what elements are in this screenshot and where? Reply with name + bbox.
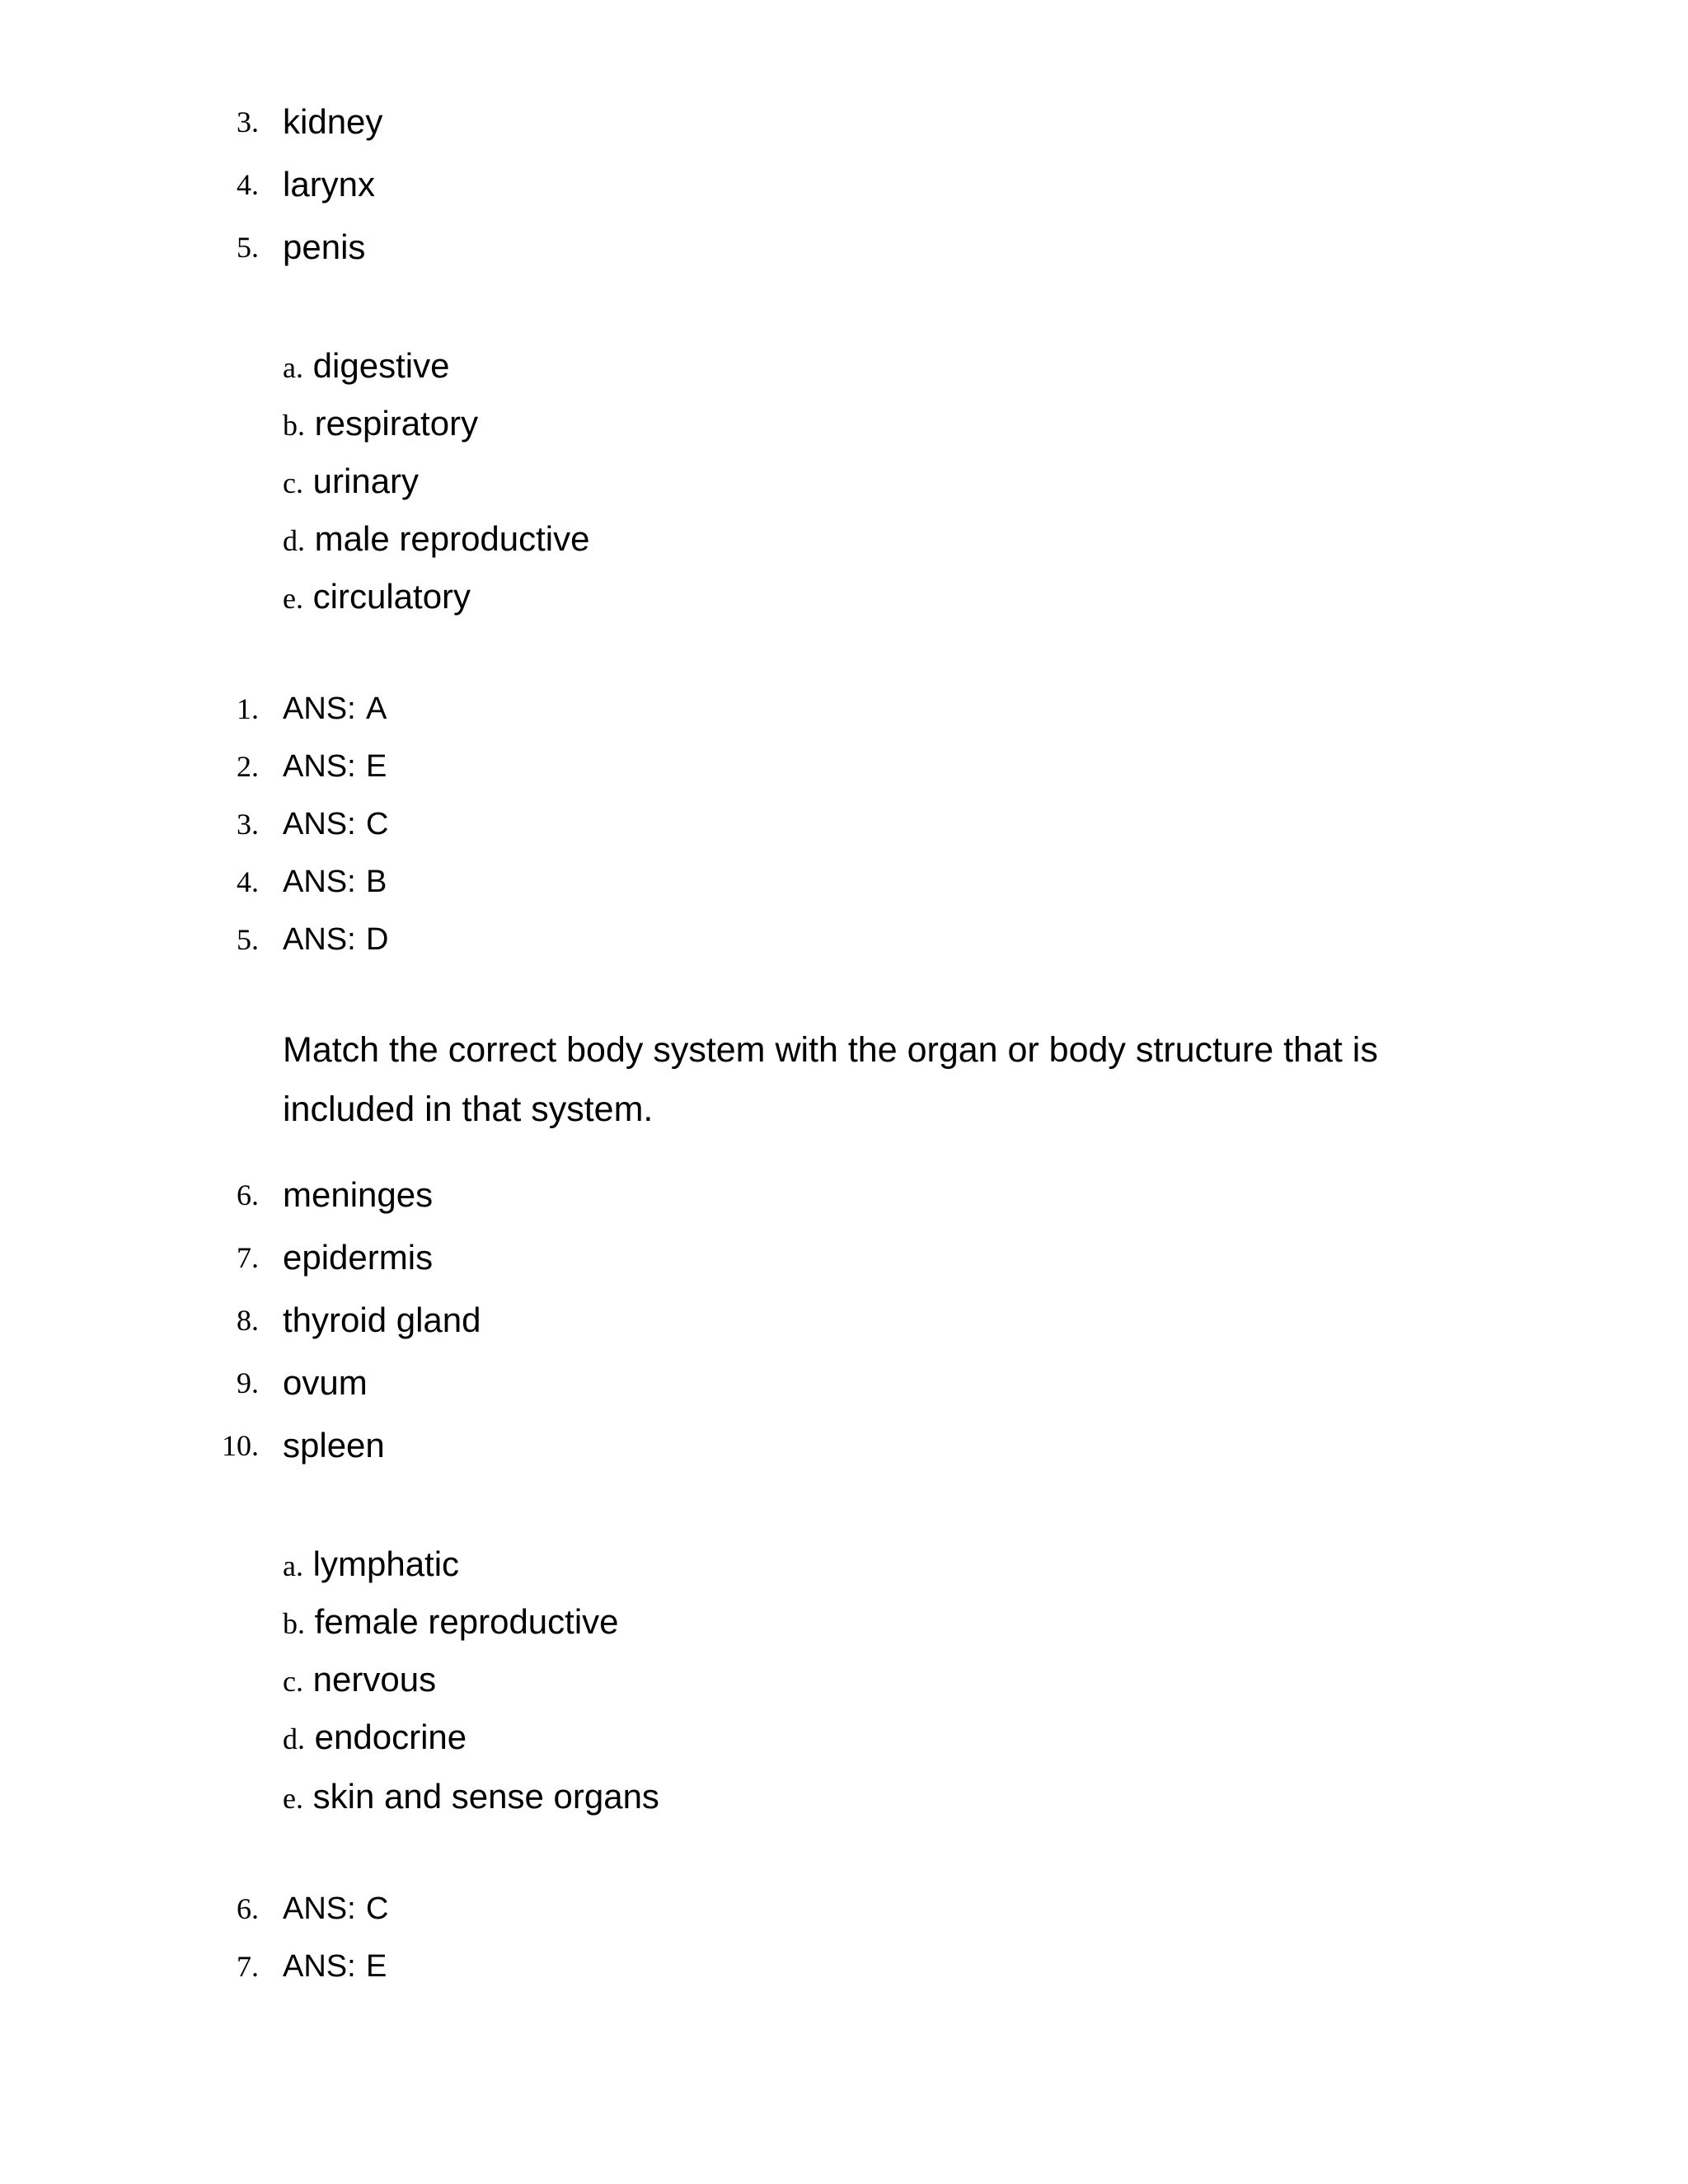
answer-value: E	[366, 1949, 387, 1984]
option-letter: b.	[283, 409, 305, 442]
question-number: 7.	[237, 1241, 259, 1274]
question-number: 8.	[237, 1304, 259, 1337]
answer-label: ANS:	[283, 1949, 356, 1984]
answer-number: 1.	[237, 692, 259, 725]
answer-label: ANS:	[283, 807, 356, 841]
answer-value: D	[366, 922, 389, 957]
question-text: penis	[283, 227, 366, 266]
option-letter: c.	[283, 466, 303, 499]
question-number: 3.	[237, 105, 259, 138]
answer-value: C	[366, 807, 389, 841]
answer-number: 3.	[237, 808, 259, 841]
answer-label: ANS:	[283, 749, 356, 784]
question-number: 9.	[237, 1366, 259, 1399]
option-letter: c.	[283, 1665, 303, 1698]
answer-value: A	[366, 691, 387, 726]
question-text: ovum	[283, 1363, 368, 1402]
option-text: urinary	[312, 462, 420, 500]
question-number: 4.	[237, 168, 259, 201]
option-text: skin and sense organs	[312, 1777, 659, 1816]
question-number: 10.	[222, 1429, 259, 1462]
answer-label: ANS:	[283, 922, 356, 957]
option-text: respiratory	[314, 404, 479, 443]
option-text: endocrine	[314, 1718, 467, 1756]
answer-label: ANS:	[283, 865, 356, 899]
option-text: lymphatic	[312, 1544, 460, 1583]
answer-number: 7.	[237, 1950, 259, 1983]
question-text: spleen	[283, 1426, 385, 1465]
question-text: larynx	[283, 165, 376, 204]
option-text: circulatory	[312, 577, 471, 616]
option-letter: a.	[283, 351, 303, 384]
question-number: 5.	[237, 231, 259, 264]
answer-label: ANS:	[283, 691, 356, 726]
question-text: kidney	[283, 102, 383, 141]
option-text: female reproductive	[314, 1602, 619, 1641]
option-text: nervous	[312, 1660, 437, 1699]
answer-number: 2.	[237, 750, 259, 783]
question-text: meninges	[283, 1175, 434, 1214]
option-letter: d.	[283, 524, 305, 557]
option-letter: e.	[283, 582, 303, 615]
instruction-text: Match the correct body system with the organ or body structure that is included in that system.	[283, 1030, 1378, 1129]
option-text: male reproductive	[314, 519, 590, 558]
option-letter: d.	[283, 1722, 305, 1755]
answer-value: E	[366, 749, 387, 784]
option-letter: a.	[283, 1549, 303, 1582]
question-text: thyroid gland	[283, 1301, 481, 1339]
option-text: digestive	[312, 346, 450, 385]
option-letter: b.	[283, 1607, 305, 1640]
answer-number: 4.	[237, 865, 259, 898]
answer-label: ANS:	[283, 1891, 356, 1926]
question-number: 6.	[237, 1179, 259, 1212]
answer-value: C	[366, 1891, 389, 1926]
question-text: epidermis	[283, 1238, 434, 1277]
option-letter: e.	[283, 1782, 303, 1815]
answer-number: 6.	[237, 1892, 259, 1925]
answer-value: B	[366, 865, 387, 899]
answer-number: 5.	[237, 923, 259, 956]
